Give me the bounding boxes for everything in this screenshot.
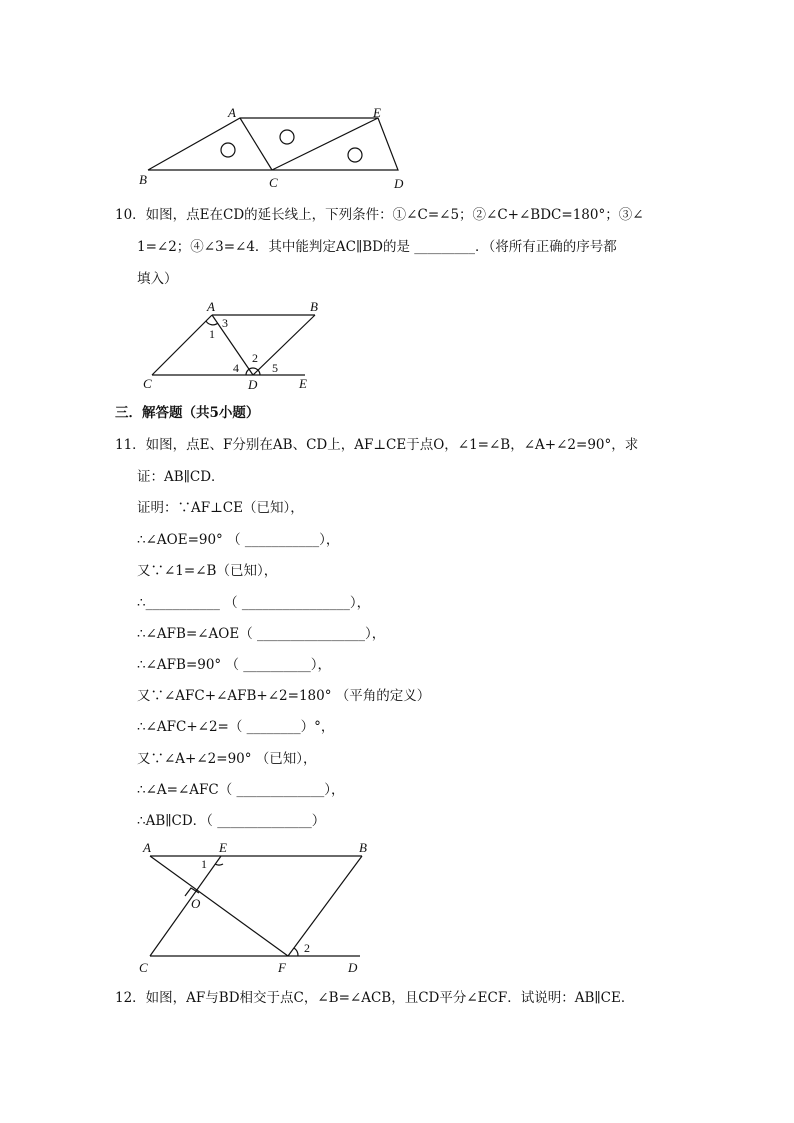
fig1-circle-3 [348, 148, 362, 162]
q11-proof-line: ∴∠AFC+∠2=（ ________）°， [137, 719, 335, 735]
q11-label-b: B [359, 840, 367, 855]
q10-label-d: D [248, 377, 258, 392]
q10-label-c: C [143, 376, 152, 391]
fig1-label-b: B [139, 172, 147, 187]
fig1-circle-1 [221, 143, 235, 157]
fig1-label-c: C [269, 175, 278, 190]
q11-line-1: 11．如图，点E、F分别在AB、CD上，AF⊥CE于点O，∠1=∠B，∠A+∠2=90°，求 [115, 437, 639, 453]
fig1-circle-2 [280, 130, 294, 144]
q11-line-ce [150, 856, 221, 956]
q11-proof-line: ∴∠AOE=90° （ ___________）， [137, 532, 340, 548]
q10-angle-5: 5 [272, 361, 278, 375]
fig1-label-a: A [228, 105, 236, 120]
q11-proof-line: ∴∠AFB=90° （ __________）， [137, 657, 332, 673]
q10-line-ac [152, 315, 212, 375]
q10-line-3: 填入） [137, 271, 178, 287]
q10-angle-4: 4 [233, 361, 239, 375]
fig1-label-e: E [373, 105, 381, 120]
q11-line-bf [288, 856, 362, 956]
figure-q10 [135, 296, 320, 396]
fig1-label-d: D [394, 176, 404, 191]
q11-proof-line: ∴___________ （ ________________）， [137, 595, 371, 611]
q11-label-f: F [278, 960, 286, 975]
q10-line-2: 1=∠2；④∠3=∠4．其中能判定AC∥BD的是 _________．（将所有正确的序号都 [137, 239, 617, 255]
q10-line-bd [253, 315, 315, 375]
q10-label-e: E [299, 376, 307, 391]
q10-angle-1: 1 [209, 327, 215, 341]
q11-proof-line: ∴AB∥CD．（ ______________） [137, 813, 326, 829]
q11-label-d: D [348, 960, 358, 975]
q10-angle-3: 3 [222, 316, 228, 330]
q11-line-af [150, 856, 288, 956]
q11-arc-2 [294, 948, 298, 956]
q11-proof-line: ∴∠AFB=∠AOE（ ________________）， [137, 626, 386, 642]
q10-angle-2: 2 [252, 351, 258, 365]
q11-proof-line: ∴∠A=∠AFC（ _____________）， [137, 782, 345, 798]
figure-triangles [130, 100, 420, 195]
q11-label-e: E [219, 840, 227, 855]
section-heading: 三．解答题（共5小题） [115, 405, 260, 421]
q10-label-b: B [310, 299, 318, 314]
q12-line-1: 12．如图，AF与BD相交于点C，∠B=∠ACB，且CD平分∠ECF．试说明：AB∥CE． [115, 990, 635, 1006]
q11-label-o: O [191, 896, 201, 911]
q11-proof-line: 又∵∠AFC+∠AFB+∠2=180° （平角的定义） [137, 688, 431, 704]
q11-label-a: A [143, 840, 151, 855]
q11-proof-line: 又∵∠1=∠B（已知）， [137, 563, 278, 579]
fig1-segment-ac [240, 118, 272, 170]
figure-q11 [130, 838, 380, 980]
q11-line-2: 证：AB∥CD． [137, 469, 225, 485]
q10-label-a: A [207, 299, 215, 314]
fig1-outline [148, 118, 398, 170]
q11-angle-2: 2 [304, 941, 310, 955]
q11-proof-line: 又∵∠A+∠2=90° （已知）， [137, 751, 317, 767]
q11-proof-line: 证明：∵AF⊥CE（已知）， [137, 500, 304, 516]
q10-line-1: 10．如图，点E在CD的延长线上，下列条件：①∠C=∠5；②∠C+∠BDC=180°；③∠ [115, 207, 644, 223]
q11-arc-1 [215, 864, 223, 865]
q11-angle-1: 1 [201, 857, 207, 871]
q11-label-c: C [139, 960, 148, 975]
